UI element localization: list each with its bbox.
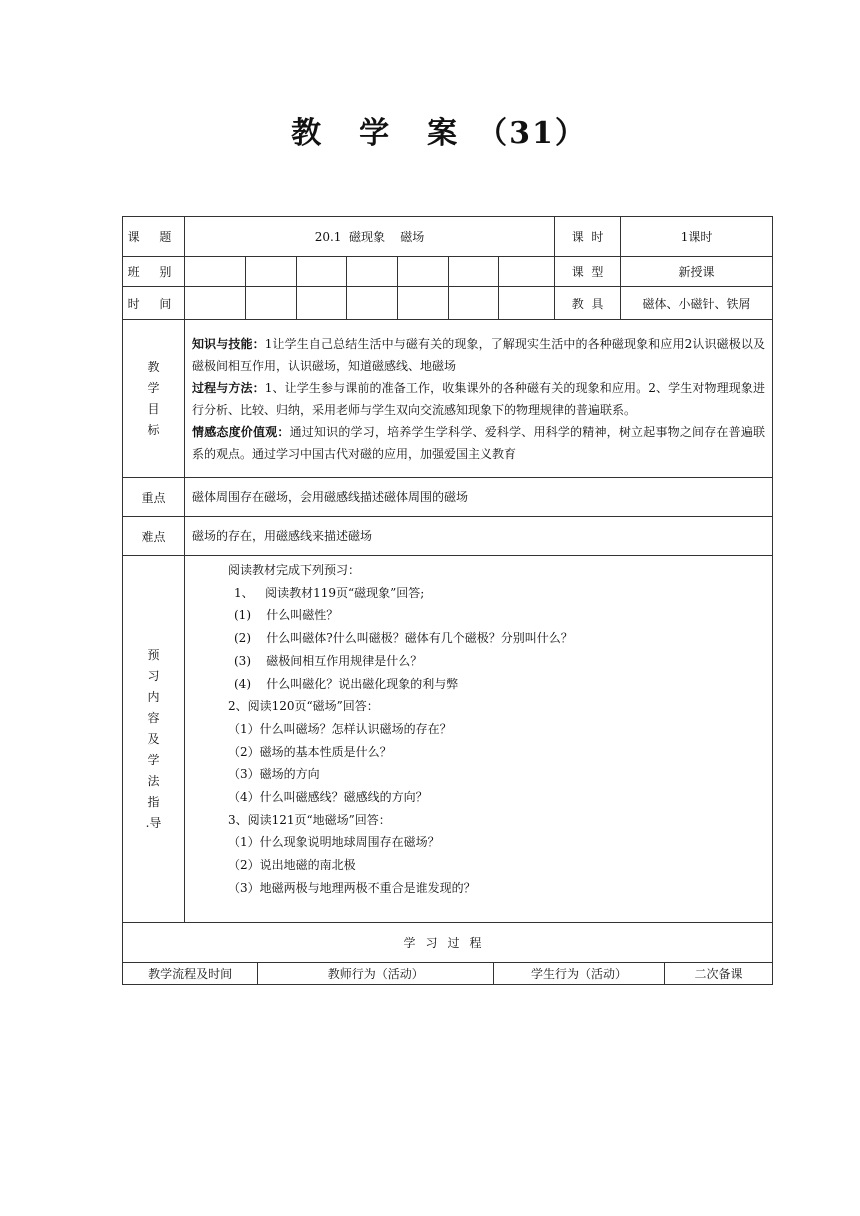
blank-cell <box>246 287 297 320</box>
objectives-content <box>185 320 773 478</box>
hours-label: 课 时 <box>555 217 621 257</box>
preview-question: （2）磁场的基本性质是什么？ <box>228 744 392 759</box>
topic-value: 20.1 磁现象 磁场 <box>185 217 555 257</box>
difficulty-label: 难点 <box>123 517 185 556</box>
topic-label: 课 题 <box>123 217 185 257</box>
emotion-title: 情感态度价值观： <box>192 424 290 439</box>
label-char: 目 <box>147 401 160 416</box>
objectives-label <box>123 320 185 478</box>
process-text: 1、让学生参与课前的准备工作，收集课外的各种磁有关的现象和应用。2、学生对物理现象进行分析、比较、归纳，采用老师与学生双向交流感知现象下的物理规律的普遍联系。 <box>192 380 766 417</box>
page-title <box>0 108 860 152</box>
label-char: 指 <box>147 794 160 809</box>
title-char: 案 <box>427 116 460 151</box>
column-header: 二次备课 <box>694 967 743 981</box>
preview-question: （2）说出地磁的南北极 <box>228 858 356 873</box>
blank-cell <box>297 287 347 320</box>
column-header: 教师行为（活动） <box>258 963 494 984</box>
process-heading: 学习过程 <box>123 923 773 963</box>
preview-question: （3）磁场的方向 <box>228 767 320 782</box>
type-label: 课 型 <box>555 257 621 287</box>
blank-cell <box>347 257 398 287</box>
time-row <box>123 287 773 320</box>
blank-cell <box>185 257 246 287</box>
label-char: 学 <box>147 752 160 767</box>
label-char: 容 <box>147 710 160 725</box>
preview-item: 3、阅读121页“地磁场”回答： <box>228 812 391 827</box>
tools-value: 磁体、小磁针、铁屑 <box>621 287 773 320</box>
blank-cell <box>398 287 449 320</box>
blank-cell <box>449 257 499 287</box>
process-title: 过程与方法： <box>192 380 265 395</box>
process-columns-table <box>123 963 772 984</box>
blank-cell <box>398 257 449 287</box>
preview-intro: 阅读教材完成下列预习： <box>228 563 361 577</box>
key-point-label: 重点 <box>123 478 185 517</box>
label-char: 教 <box>147 359 160 374</box>
lesson-plan-table <box>122 216 773 985</box>
blank-cell <box>449 287 499 320</box>
label-char: 学 <box>147 380 160 395</box>
blank-cell <box>499 257 555 287</box>
label-char: 预 <box>147 647 160 662</box>
label-char: 标 <box>147 422 160 437</box>
blank-cell <box>185 287 246 320</box>
preview-question: （3）地磁两极与地理两极不重合是谁发现的？ <box>228 880 476 895</box>
title-char: 教 <box>291 116 324 151</box>
label-char: 内 <box>147 689 160 704</box>
type-value: 新授课 <box>621 257 773 287</box>
label-char: 及 <box>147 731 160 746</box>
preview-item: 2、阅读120页“磁场”回答： <box>228 699 379 714</box>
column-header: 教学流程及时间 <box>123 963 258 984</box>
emotion-text: 通过知识的学习，培养学生学科学、爱科学、用科学的精神，树立起事物之间存在普遍联系的观点。通过学习中国古代对磁的应用，加强爱国主义教育 <box>192 424 766 461</box>
preview-question: (4) 什么叫磁化？说出磁化现象的利与弊 <box>234 676 459 691</box>
objectives-row <box>123 320 773 478</box>
title-char: 学 <box>359 116 392 151</box>
label-char: 习 <box>147 668 160 683</box>
label-char: .导 <box>145 815 162 830</box>
preview-question: （1）什么叫磁场？怎样认识磁场的存在？ <box>228 721 452 736</box>
preview-label <box>123 556 185 923</box>
preview-item: 1、 阅读教材119页“磁现象”回答; <box>234 585 425 600</box>
blank-cell <box>499 287 555 320</box>
process-heading-row <box>123 923 773 963</box>
preview-question: (1) 什么叫磁性？ <box>234 608 339 623</box>
preview-question: (3) 磁极间相互作用规律是什么？ <box>234 653 423 668</box>
key-point-text: 磁体周围存在磁场，会用磁感线描述磁体周围的磁场 <box>185 478 773 517</box>
key-point-row <box>123 478 773 517</box>
title-number: （31） <box>477 116 587 151</box>
hours-value: 1课时 <box>621 217 773 257</box>
difficulty-text: 磁场的存在，用磁感线来描述磁场 <box>185 517 773 556</box>
preview-question: （1）什么现象说明地球周围存在磁场？ <box>228 835 440 850</box>
knowledge-title: 知识与技能： <box>192 336 265 351</box>
blank-cell <box>347 287 398 320</box>
preview-question: （4）什么叫磁感线？磁感线的方向？ <box>228 790 428 805</box>
topic-row <box>123 217 773 257</box>
tools-label: 教 具 <box>555 287 621 320</box>
label-char: 法 <box>147 773 160 788</box>
process-columns <box>123 963 773 985</box>
process-columns-row <box>123 963 773 985</box>
class-label: 班 别 <box>123 257 185 287</box>
preview-row <box>123 556 773 923</box>
difficulty-row <box>123 517 773 556</box>
blank-cell <box>246 257 297 287</box>
class-row <box>123 257 773 287</box>
knowledge-text: 1让学生自己总结生活中与磁有关的现象，了解现实生活中的各种磁现象和应用2认识磁极以及磁极间相互作用，认识磁场，知道磁感线、地磁场 <box>192 336 766 373</box>
preview-question: (2) 什么叫磁体?什么叫磁极？磁体有几个磁极？分别叫什么？ <box>234 631 573 646</box>
preview-content <box>185 556 773 923</box>
blank-cell <box>297 257 347 287</box>
time-label: 时 间 <box>123 287 185 320</box>
column-header: 学生行为（活动） <box>494 963 665 984</box>
